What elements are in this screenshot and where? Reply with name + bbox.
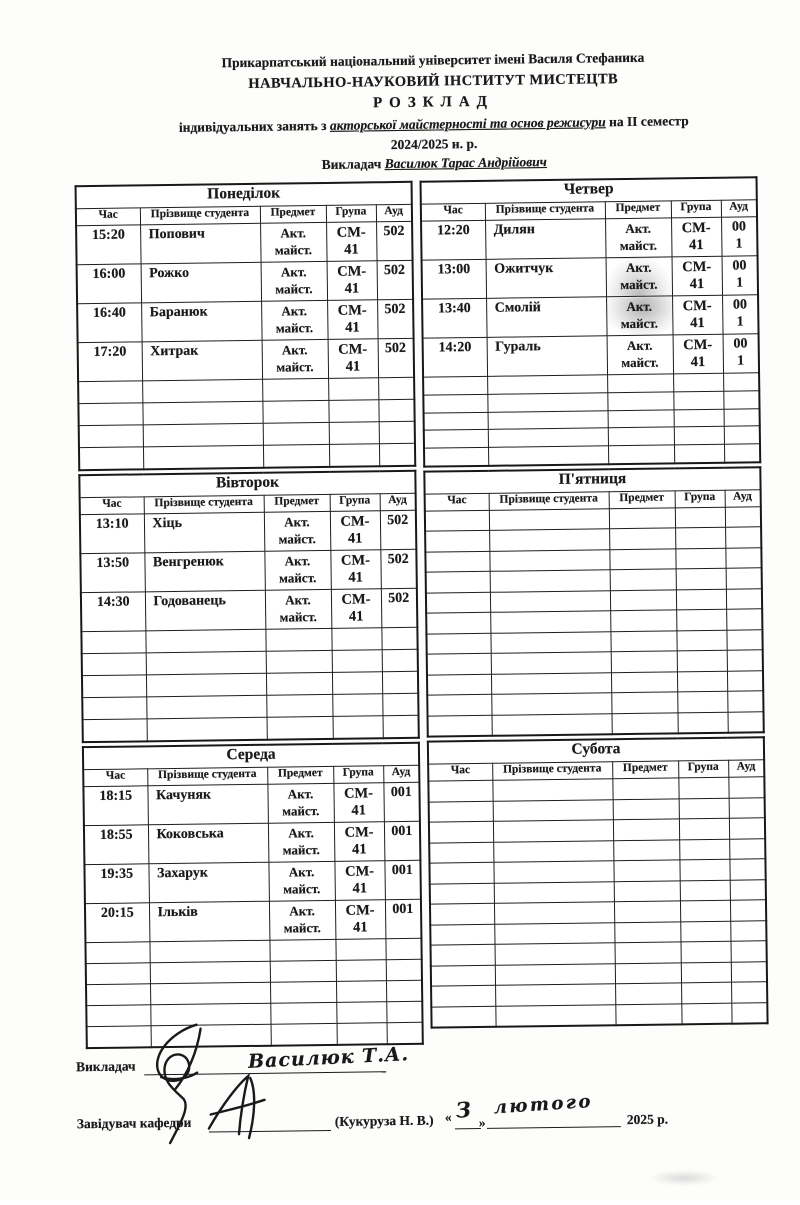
day-title: Середа (83, 743, 419, 770)
day-title: Вівторок (79, 471, 415, 498)
cell-subject: Акт. майст. (267, 783, 334, 823)
schedule-row (80, 549, 416, 592)
document-header (73, 48, 794, 176)
cell-student: Попович (140, 223, 261, 264)
cell-room: 00 1 (721, 217, 758, 256)
cell-student: Ільків (149, 901, 270, 942)
cell-subject: Акт. майст. (261, 300, 328, 340)
cell-time: 20:15 (85, 903, 150, 943)
col-header-time: Час (421, 203, 485, 221)
teacher-label: Викладач (321, 156, 382, 172)
cell-time: 12:20 (421, 220, 486, 260)
cell-group: СМ- 41 (335, 900, 386, 940)
thursday-table (420, 176, 762, 467)
cell-subject: Акт. майст. (268, 861, 335, 901)
day-title: Субота (428, 738, 764, 765)
cell-time: 14:20 (423, 337, 488, 377)
cell-time: 13:00 (422, 259, 487, 299)
cell-room: 001 (383, 782, 420, 821)
col-header-subject: Предмет (609, 491, 675, 509)
cell-room: 502 (380, 549, 417, 588)
col-header-subject: Предмет (267, 766, 333, 784)
date-close-quote: » (478, 1114, 486, 1131)
col-header-time: Час (80, 497, 144, 515)
cell-student: Баранюк (141, 301, 262, 342)
cell-student: Качуняк (147, 784, 268, 825)
schedule-row (78, 338, 414, 381)
monday-table (75, 181, 417, 471)
cell-time: 13:10 (80, 514, 145, 554)
cell-student: Хитрак (142, 340, 263, 381)
col-header-student: Прізвище студента (140, 206, 260, 225)
empty-row (424, 444, 760, 467)
cell-time: 13:50 (80, 553, 145, 593)
col-header-room: Ауд (728, 760, 764, 777)
cell-room: 502 (381, 588, 418, 627)
cell-room: 00 1 (722, 295, 759, 334)
col-header-room: Ауд (383, 765, 419, 782)
institute-name: НАВЧАЛЬНО-НАУКОВИЙ ІНСТИТУТ МИСТЕЦТВ (248, 71, 619, 92)
cell-time: 15:20 (76, 225, 141, 265)
col-header-subject: Предмет (605, 201, 671, 219)
cell-time: 13:40 (422, 298, 487, 338)
col-header-subject: Предмет (612, 761, 678, 779)
schedule-row (422, 256, 759, 299)
cell-subject: Акт. майст. (261, 261, 328, 301)
cell-room: 001 (384, 821, 421, 860)
col-header-student: Прізвище студента (485, 202, 605, 221)
cell-time: 17:20 (78, 342, 143, 382)
col-header-room: Ауд (380, 493, 416, 510)
schedule-row (84, 860, 421, 903)
head-printed-name: (Кукуруза Н. В.) (334, 1112, 434, 1129)
day-title: Четвер (421, 177, 757, 204)
cell-subject: Акт. майст. (269, 900, 336, 940)
col-header-room: Ауд (721, 200, 757, 217)
col-header-room: Ауд (376, 204, 412, 221)
cell-group: СМ- 41 (673, 334, 724, 374)
footer-teacher-label: Викладач (75, 1058, 136, 1075)
cell-group: СМ- 41 (326, 222, 377, 262)
empty-row (428, 712, 764, 737)
schedule-row (422, 295, 759, 338)
date-day-line (455, 1127, 481, 1129)
cell-student: Гураль (487, 336, 608, 377)
cell-room: 001 (384, 860, 421, 899)
col-header-time: Час (428, 764, 492, 782)
cell-time: 16:00 (77, 264, 142, 304)
wednesday-table (82, 742, 424, 1049)
cell-subject: Акт. майст. (262, 339, 329, 379)
handwritten-date-month: лютого (493, 1090, 594, 1119)
empty-row (431, 1003, 767, 1028)
cell-room: 502 (376, 221, 413, 260)
col-header-group: Група (330, 494, 380, 512)
day-title: П'ятниця (424, 467, 760, 494)
cell-room: 502 (377, 299, 414, 338)
cell-student: Рожко (141, 262, 262, 303)
subtitle-subject: акторської майстерності та основ режисури (329, 114, 606, 133)
cell-subject: Акт. майст. (264, 550, 331, 590)
cell-group: СМ- 41 (334, 822, 385, 862)
cell-room: 00 1 (723, 334, 760, 373)
university-name: Прикарпатський національний університет імені Василя Стефаника (221, 49, 645, 71)
cell-group: СМ- 41 (672, 256, 723, 296)
col-header-student: Прізвище студента (147, 767, 267, 786)
cell-room: 502 (380, 510, 417, 549)
friday-table (423, 466, 764, 738)
cell-time: 16:40 (77, 303, 142, 343)
cell-time: 18:55 (84, 825, 149, 865)
cell-room: 502 (378, 338, 415, 377)
col-header-group: Група (675, 490, 725, 508)
cell-group: СМ- 41 (672, 295, 723, 335)
col-header-group: Група (678, 761, 728, 779)
cell-room: 502 (377, 260, 414, 299)
schedule-row (77, 299, 413, 342)
schedule-row (84, 821, 421, 864)
cell-group: СМ- 41 (671, 217, 722, 257)
subtitle-suffix: на II семестр (608, 113, 689, 130)
cell-group: СМ- 41 (327, 300, 378, 340)
col-header-student: Прізвище студента (489, 492, 609, 511)
schedule-row (421, 217, 758, 260)
col-header-group: Група (671, 200, 721, 218)
cell-student: Захарук (148, 862, 269, 903)
cell-group: СМ- 41 (334, 861, 385, 901)
date-year: 2025 р. (626, 1111, 669, 1128)
schedule-row (85, 899, 422, 942)
schedule-row (423, 334, 760, 377)
cell-student: Смолій (486, 297, 607, 338)
cell-subject: Акт. майст. (268, 822, 335, 862)
schedule-right-column (420, 176, 767, 1044)
empty-row (79, 443, 415, 470)
cell-time: 18:15 (83, 786, 148, 826)
tuesday-table (78, 470, 420, 743)
cell-student: Венгренюк (144, 551, 265, 592)
schedule-row (83, 782, 420, 825)
col-header-student: Прізвище студента (144, 495, 264, 514)
cell-group: СМ- 41 (331, 589, 382, 629)
schedule-row (77, 260, 413, 303)
col-header-group: Група (326, 205, 376, 223)
cell-student: Дилян (485, 219, 606, 260)
col-header-subject: Предмет (264, 494, 330, 512)
cell-student: Ожитчук (486, 258, 607, 299)
date-month-line (487, 1125, 621, 1129)
cell-student: Хіць (144, 512, 265, 553)
col-header-time: Час (425, 493, 489, 511)
day-title: Понеділок (76, 182, 412, 209)
scan-smudge-artifact (648, 1170, 720, 1186)
cell-room: 001 (385, 899, 422, 938)
cell-subject: Акт. майст. (605, 218, 672, 258)
cell-student: Годованець (145, 590, 266, 631)
cell-group: СМ- 41 (330, 550, 381, 590)
subtitle-prefix: індивідуальних занять з (178, 117, 327, 135)
cell-subject: Акт. майст. (606, 296, 673, 336)
col-header-subject: Предмет (260, 205, 326, 223)
cell-subject: Акт. майст. (606, 257, 673, 297)
schedule-left-column (75, 181, 422, 1049)
date-open-quote: « (444, 1109, 452, 1125)
cell-time: 19:35 (84, 864, 149, 904)
cell-time: 14:30 (81, 592, 146, 632)
col-header-student: Прізвище студента (492, 762, 612, 781)
cell-student: Коковська (148, 823, 269, 864)
cell-room: 00 1 (722, 256, 759, 295)
cell-group: СМ- 41 (327, 261, 378, 301)
cell-subject: Акт. майст. (264, 511, 331, 551)
cell-group: СМ- 41 (328, 339, 379, 379)
schedule-grid (75, 176, 767, 1049)
cell-subject: Акт. майст. (260, 222, 327, 262)
document-title: РОЗКЛАД (372, 93, 495, 112)
academic-year: 2024/2025 н. р. (390, 135, 478, 153)
col-header-time: Час (76, 208, 140, 226)
teacher-name: Василюк Тарас Андрійович (384, 154, 547, 172)
footer-head-label: Завідувач кафедри (76, 1114, 192, 1132)
cell-subject: Акт. майст. (265, 589, 332, 629)
saturday-table (427, 737, 769, 1029)
handwritten-date-day: З (454, 1096, 472, 1123)
head-signature-scribble (198, 1070, 277, 1143)
col-header-room: Ауд (725, 490, 761, 507)
cell-group: СМ- 41 (330, 511, 381, 551)
teacher-handwritten-name: Василюк Т.А. (247, 1043, 410, 1073)
schedule-row (81, 588, 417, 631)
schedule-row (76, 221, 412, 264)
cell-subject: Акт. майст. (607, 335, 674, 375)
col-header-group: Група (333, 766, 383, 784)
schedule-row (80, 510, 416, 553)
cell-group: СМ- 41 (333, 783, 384, 823)
empty-row (83, 715, 419, 742)
col-header-time: Час (83, 769, 147, 787)
